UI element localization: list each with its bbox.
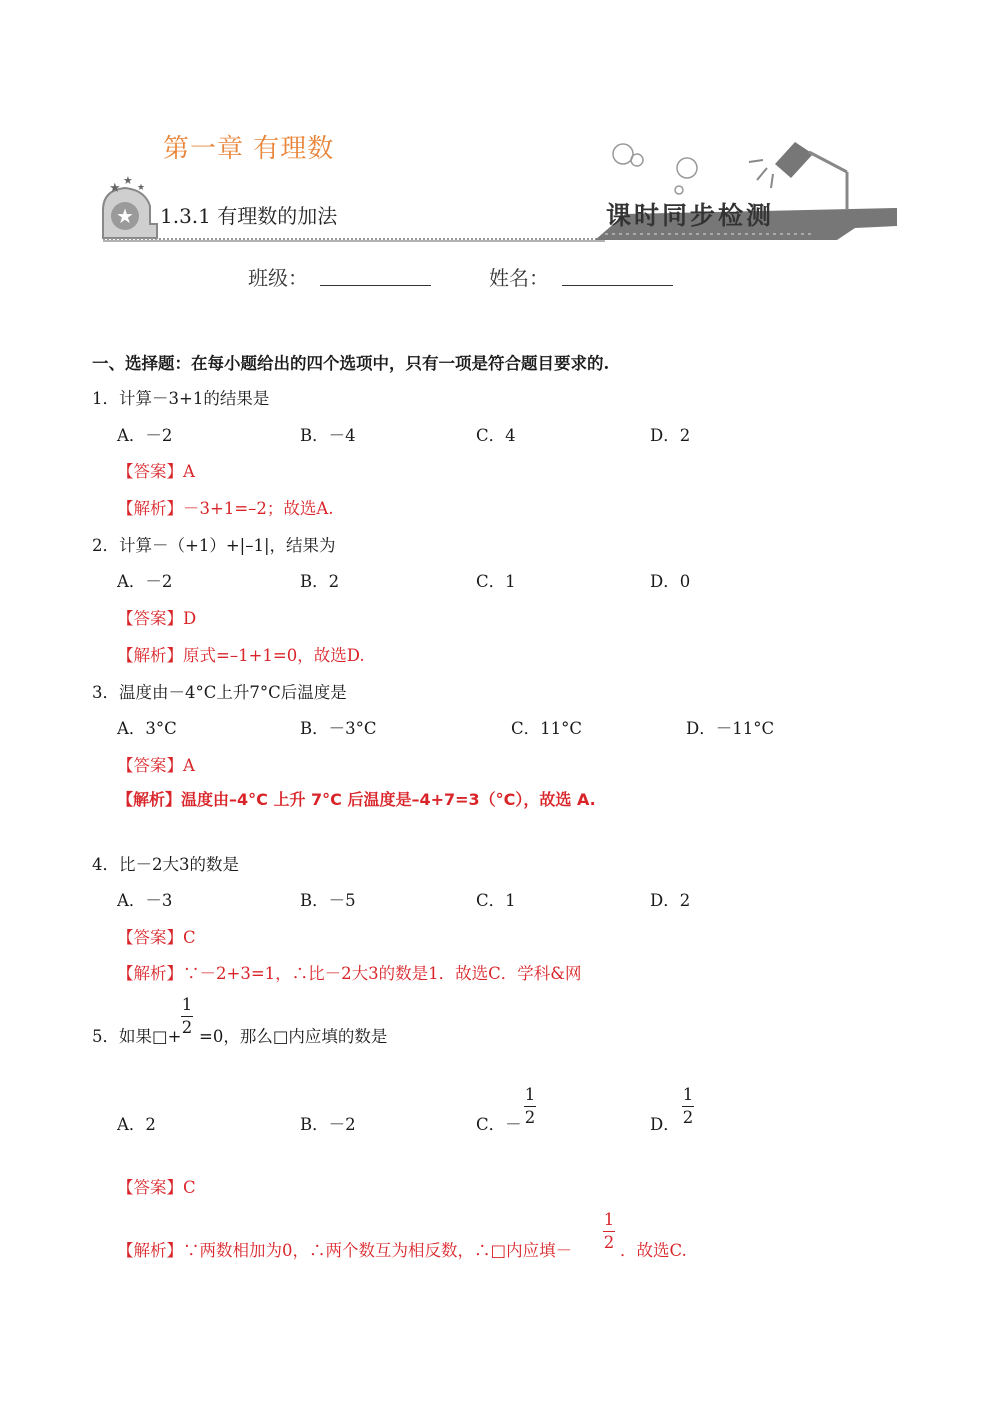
q3-answer: 【答案】A (117, 756, 195, 775)
q5-stem-suffix: =0，那么□内应填的数是 (199, 1027, 388, 1046)
q4-answer: 【答案】C (117, 928, 196, 947)
q5-analysis-suffix: ．故选C. (620, 1241, 687, 1260)
q5-stem-fraction (181, 995, 193, 1038)
q5-option-b: B．－2 (300, 1115, 356, 1134)
q5-option-a: A．2 (117, 1115, 156, 1134)
q5-option-c: C．－ (476, 1115, 522, 1134)
fraction-denominator: 2 (524, 1108, 536, 1127)
q2-analysis: 【解析】原式=–1+1=0，故选D. (117, 646, 365, 665)
class-field[interactable] (320, 285, 431, 286)
q4-stem: 4．比－2大3的数是 (92, 855, 239, 874)
q5-option-c-fraction (524, 1085, 536, 1128)
q2-option-d: D．0 (650, 572, 691, 591)
q5-stem-prefix: 5．如果□+ (92, 1027, 182, 1046)
brand-title: 课时同步检测 (606, 201, 775, 230)
q4-option-b: B．－5 (300, 891, 356, 910)
svg-text:★: ★ (123, 174, 133, 187)
fraction-numerator: 1 (603, 1210, 615, 1229)
q2-option-a: A．－2 (117, 572, 173, 591)
name-field[interactable] (562, 285, 673, 286)
q2-option-b: B．2 (300, 572, 340, 591)
q5-answer: 【答案】C (117, 1178, 196, 1197)
q2-answer: 【答案】D (117, 609, 197, 628)
name-label: 姓名： (489, 266, 549, 290)
q4-option-d: D．2 (650, 891, 691, 910)
q3-option-d: D．－11°C (686, 719, 775, 738)
q1-answer: 【答案】A (117, 462, 195, 481)
fraction-denominator: 2 (181, 1018, 193, 1037)
class-label: 班级： (248, 266, 308, 290)
q1-option-d: D．2 (650, 426, 691, 445)
q5-option-d: D． (650, 1115, 680, 1134)
q1-option-c: C．4 (476, 426, 516, 445)
svg-text:★: ★ (109, 181, 121, 196)
bubbles-icon (613, 144, 697, 194)
fraction-denominator: 2 (682, 1108, 694, 1127)
fraction-numerator: 1 (682, 1085, 694, 1104)
fraction-denominator: 2 (603, 1233, 615, 1252)
q1-option-a: A．－2 (117, 426, 173, 445)
star-badge-icon (103, 174, 157, 238)
q5-option-d-fraction (682, 1085, 694, 1128)
q4-analysis: 【解析】∵－2+3=1，∴比－2大3的数是1．故选C．学科&网 (117, 964, 582, 983)
q4-option-c: C．1 (476, 891, 516, 910)
q1-analysis: 【解析】－3+1=–2；故选A. (117, 499, 334, 518)
q1-stem: 1．计算－3+1的结果是 (92, 389, 270, 408)
q2-option-c: C．1 (476, 572, 516, 591)
chapter-title: 第一章 有理数 (163, 134, 335, 164)
q4-option-a: A．－3 (117, 891, 173, 910)
q3-stem: 3．温度由－4°C上升7°C后温度是 (92, 683, 347, 702)
q3-analysis: 【解析】温度由–4°C 上升 7°C 后温度是–4+7=3（°C），故选 A. (117, 790, 596, 809)
fraction-numerator: 1 (524, 1085, 536, 1104)
section-title: 1.3.1 有理数的加法 (160, 204, 338, 228)
q2-stem: 2．计算－（+1）+|–1|，结果为 (92, 536, 336, 555)
svg-text:★: ★ (116, 204, 134, 228)
fraction-numerator: 1 (181, 995, 193, 1014)
q1-option-b: B．－4 (300, 426, 356, 445)
q3-option-c: C．11°C (511, 719, 582, 738)
q5-analysis-fraction (603, 1210, 615, 1253)
svg-text:★: ★ (137, 183, 146, 193)
q3-option-b: B．－3°C (300, 719, 377, 738)
q3-option-a: A．3°C (117, 719, 177, 738)
part-heading: 一、选择题：在每小题给出的四个选项中，只有一项是符合题目要求的. (92, 354, 610, 373)
q5-analysis-prefix: 【解析】∵两数相加为0，∴两个数互为相反数，∴□内应填－ (117, 1241, 573, 1260)
